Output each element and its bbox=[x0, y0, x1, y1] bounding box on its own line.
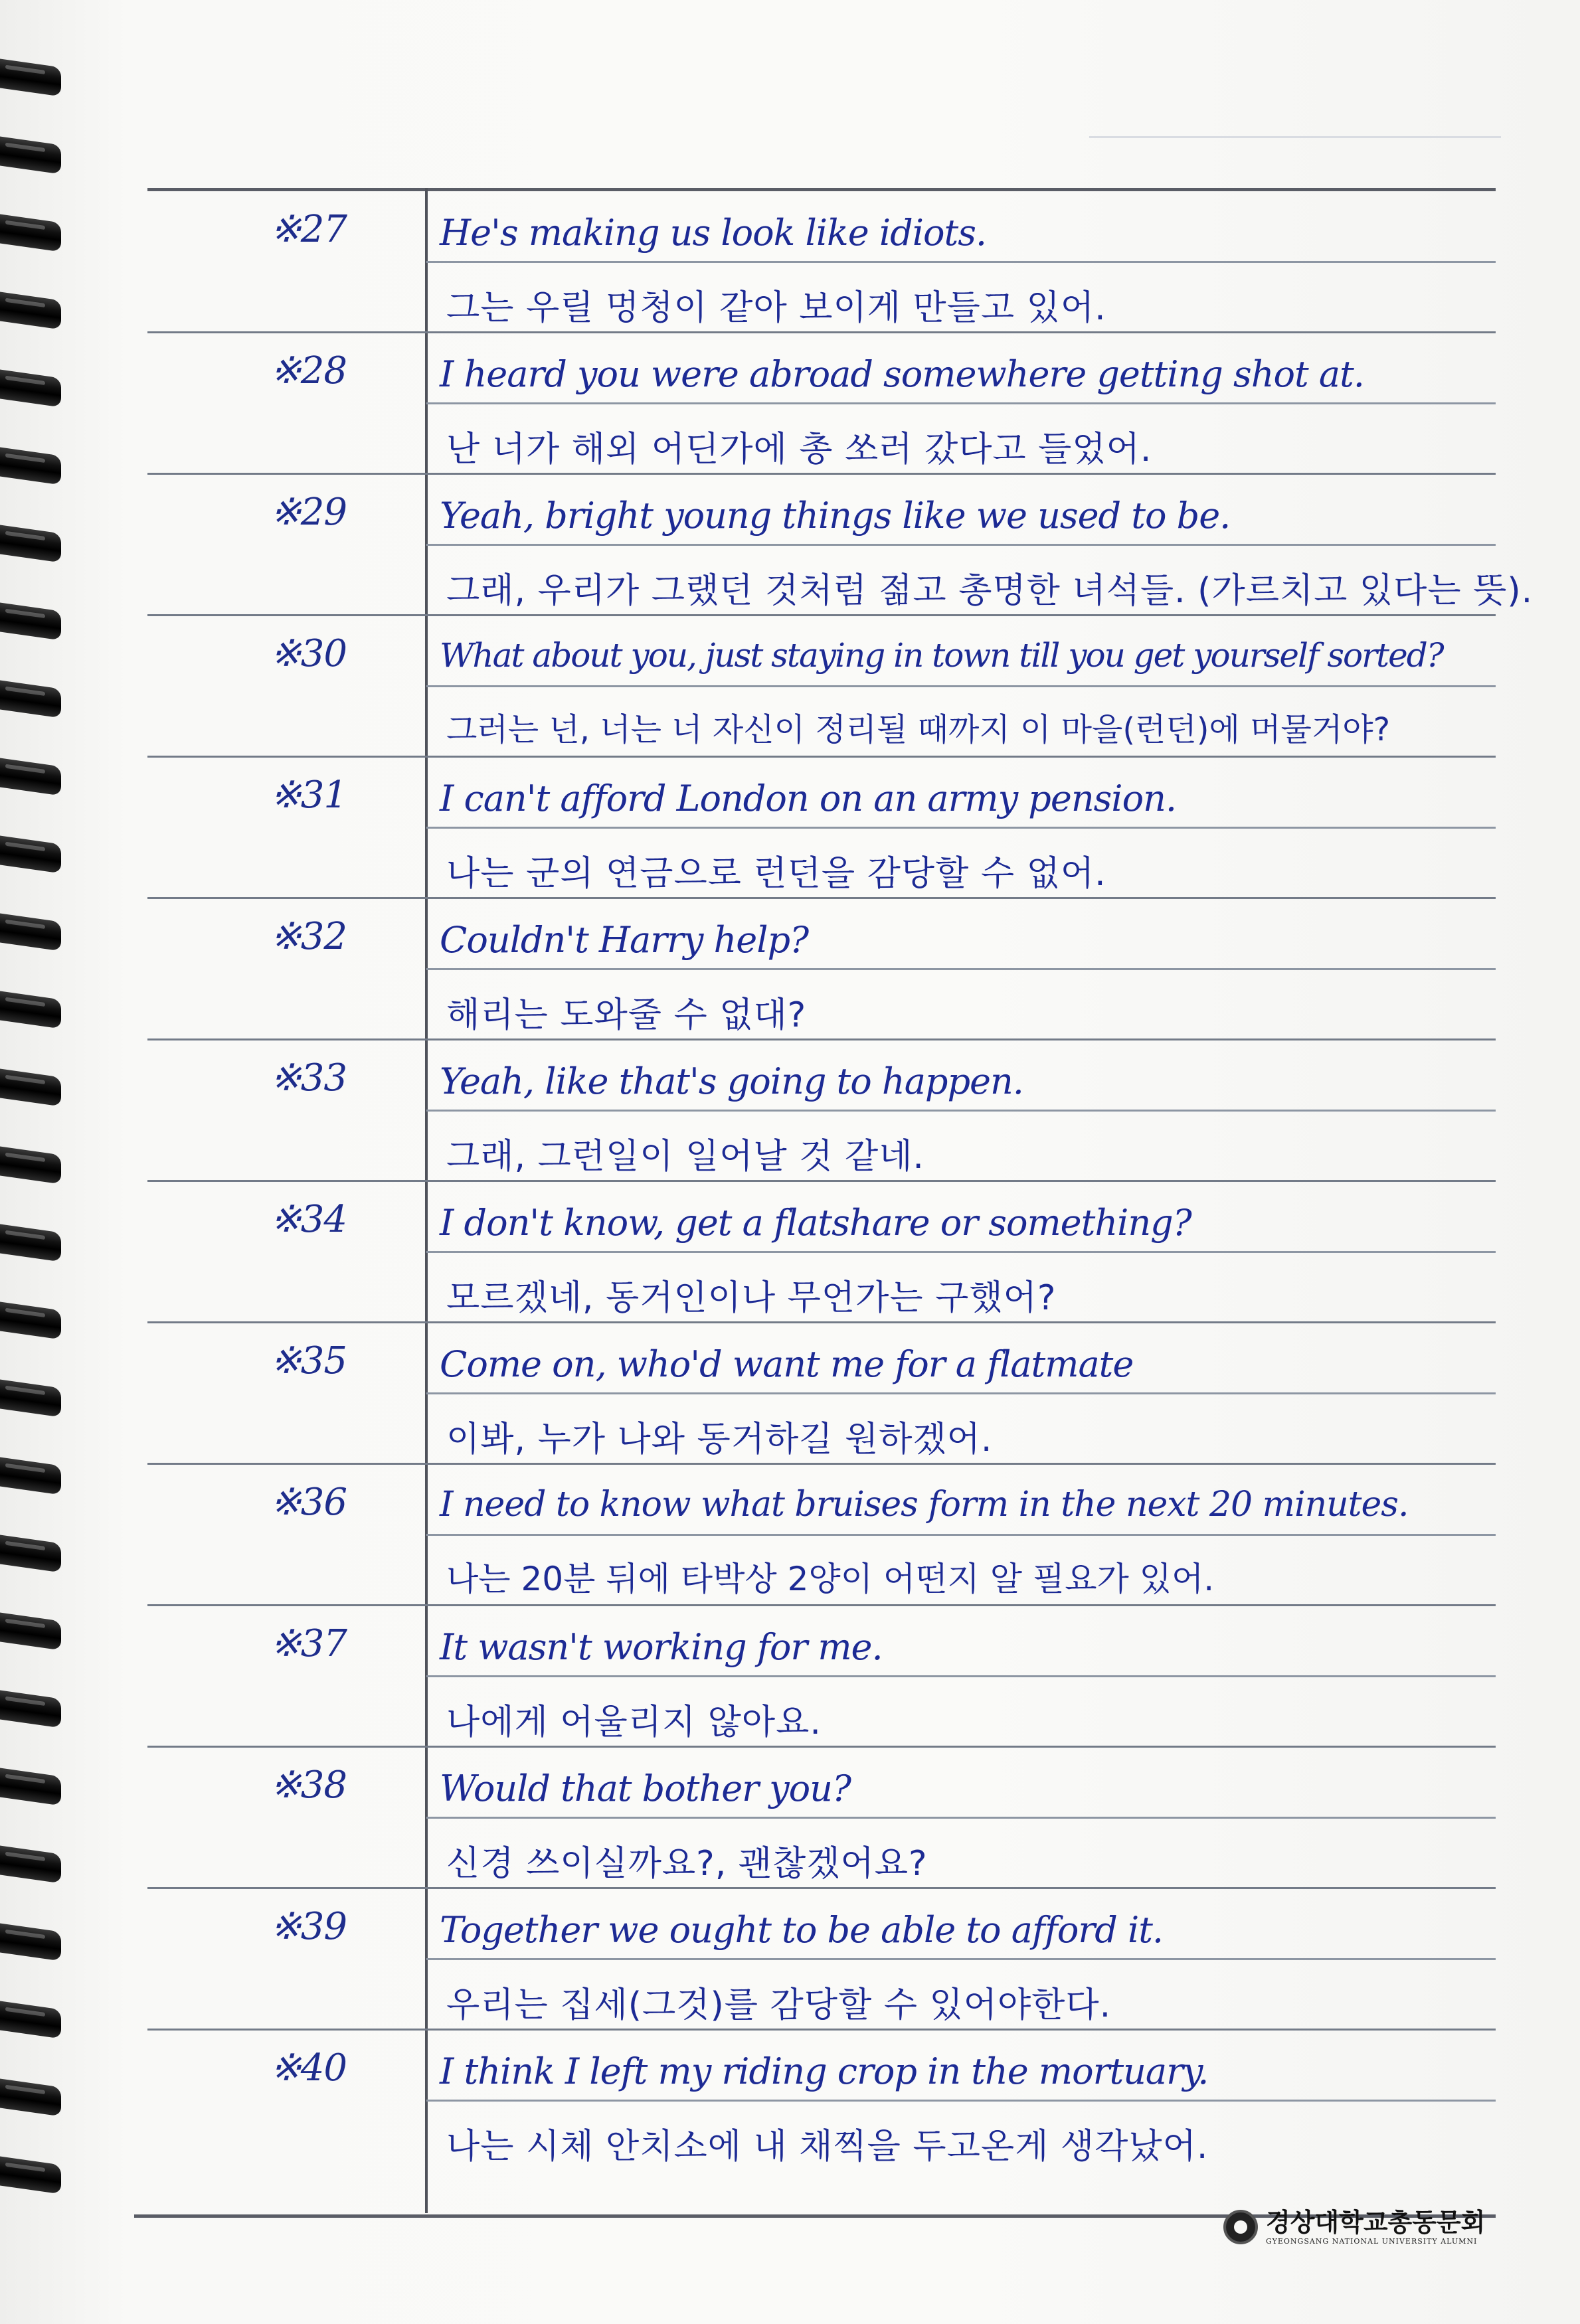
row-divider bbox=[426, 1392, 1496, 1394]
spiral-ring bbox=[0, 1302, 61, 1340]
row-divider bbox=[426, 261, 1496, 263]
row-divider bbox=[426, 1675, 1496, 1677]
alumni-logo bbox=[1223, 2208, 1485, 2246]
entry-number: ※34 bbox=[270, 1198, 347, 1241]
spiral-ring bbox=[0, 1457, 61, 1495]
korean-translation: 그러는 넌, 너는 너 자신이 정리될 때까지 이 마을(런던)에 머물거야? bbox=[446, 711, 1391, 748]
row-divider bbox=[426, 1251, 1496, 1253]
spiral-ring bbox=[0, 2157, 61, 2195]
spiral-ring bbox=[0, 525, 61, 563]
spiral-ring bbox=[0, 1535, 61, 1573]
row-divider bbox=[426, 1534, 1496, 1536]
spiral-ring bbox=[0, 1069, 61, 1107]
spiral-ring bbox=[0, 2079, 61, 2117]
entry-row bbox=[147, 1748, 1496, 1889]
header-rule bbox=[1089, 136, 1501, 138]
spiral-ring bbox=[0, 2001, 61, 2039]
entry-number: ※35 bbox=[270, 1339, 347, 1382]
spiral-binding bbox=[0, 63, 73, 2241]
spiral-ring bbox=[0, 991, 61, 1029]
spiral-ring bbox=[0, 1924, 61, 1961]
entry-row bbox=[147, 1465, 1496, 1606]
entry-number: ※27 bbox=[270, 208, 347, 251]
row-divider bbox=[426, 968, 1496, 970]
korean-translation: 신경 쓰이실까요?, 괜찮겠어요? bbox=[446, 1844, 928, 1884]
spiral-ring bbox=[0, 1147, 61, 1185]
entry-row bbox=[147, 333, 1496, 475]
row-divider bbox=[426, 685, 1496, 687]
logo-korean-name: 경상대학교총동문회 bbox=[1266, 2208, 1486, 2237]
korean-translation: 나는 20분 뒤에 타박상 2양이 어떤지 알 필요가 있어. bbox=[446, 1560, 1215, 1598]
korean-translation: 나에게 어울리지 않아요. bbox=[446, 1702, 822, 1742]
entry-number: ※40 bbox=[270, 2046, 347, 2090]
spiral-ring bbox=[0, 59, 61, 97]
korean-translation: 나는 군의 연금으로 런던을 감당할 수 없어. bbox=[446, 854, 1106, 894]
english-sentence: I need to know what bruises form in the next 20 minutes. bbox=[440, 1485, 1409, 1525]
entry-row bbox=[147, 899, 1496, 1040]
korean-translation: 해리는 도와줄 수 없대? bbox=[446, 995, 807, 1035]
entry-row bbox=[147, 1323, 1496, 1465]
spiral-ring bbox=[0, 758, 61, 796]
entry-row bbox=[147, 192, 1496, 333]
english-sentence: Come on, who'd want me for a flatmate bbox=[440, 1343, 1134, 1385]
spiral-ring bbox=[0, 603, 61, 641]
english-sentence: I think I left my riding crop in the mortuary. bbox=[440, 2050, 1209, 2092]
spiral-ring bbox=[0, 370, 61, 408]
spiral-ring bbox=[0, 448, 61, 485]
spiral-ring bbox=[0, 1691, 61, 1728]
korean-translation: 그래, 우리가 그랬던 것처럼 젊고 총명한 녀석들. (가르치고 있다는 뜻). bbox=[446, 571, 1534, 611]
row-divider bbox=[426, 1958, 1496, 1960]
spiral-ring bbox=[0, 914, 61, 952]
english-sentence: Together we ought to be able to afford it. bbox=[440, 1909, 1164, 1951]
english-sentence: I can't afford London on an army pension. bbox=[440, 778, 1177, 819]
entry-row bbox=[147, 1606, 1496, 1748]
english-sentence: I don't know, get a flatshare or something? bbox=[440, 1202, 1191, 1244]
english-sentence: Couldn't Harry help? bbox=[440, 919, 809, 961]
university-seal-icon bbox=[1223, 2210, 1258, 2244]
row-divider bbox=[426, 2100, 1496, 2102]
logo-english-name: GYEONGSANG NATIONAL UNIVERSITY ALUMNI bbox=[1266, 2237, 1478, 2246]
spiral-ring bbox=[0, 1380, 61, 1418]
entry-row bbox=[147, 475, 1534, 616]
spiral-ring bbox=[0, 214, 61, 252]
logo-text bbox=[1266, 2208, 1485, 2246]
english-sentence: He's making us look like idiots. bbox=[440, 212, 987, 254]
korean-translation: 그래, 그런일이 일어날 것 같네. bbox=[446, 1137, 924, 1177]
row-divider bbox=[426, 544, 1496, 546]
english-sentence: Yeah, bright young things like we used to be. bbox=[440, 495, 1231, 537]
korean-translation: 이봐, 누가 나와 동거하길 원하겠어. bbox=[446, 1420, 993, 1459]
spiral-ring bbox=[0, 292, 61, 330]
row-divider bbox=[426, 1110, 1496, 1112]
korean-translation: 나는 시체 안치소에 내 채찍을 두고온게 생각났어. bbox=[446, 2127, 1209, 2167]
spiral-ring bbox=[0, 1613, 61, 1651]
entry-row bbox=[147, 758, 1496, 899]
row-divider bbox=[426, 402, 1496, 404]
korean-translation: 난 너가 해외 어딘가에 총 쏘러 갔다고 들었어. bbox=[446, 430, 1152, 469]
entry-row bbox=[147, 1040, 1496, 1182]
korean-translation: 우리는 집세(그것)를 감당할 수 있어야한다. bbox=[446, 1985, 1112, 2025]
entry-number: ※33 bbox=[270, 1056, 347, 1100]
english-sentence: I heard you were abroad somewhere getting shot at. bbox=[440, 353, 1364, 395]
spiral-ring bbox=[0, 1224, 61, 1262]
spiral-ring bbox=[0, 681, 61, 718]
entry-number: ※28 bbox=[270, 349, 347, 392]
korean-translation: 모르겠네, 동거인이나 무언가는 구했어? bbox=[446, 1278, 1057, 1318]
english-sentence: What about you, just staying in town till you get yourself sorted? bbox=[440, 636, 1443, 675]
entry-row bbox=[147, 616, 1496, 758]
spiral-ring bbox=[0, 137, 61, 175]
korean-translation: 그는 우릴 멍청이 같아 보이게 만들고 있어. bbox=[446, 288, 1106, 328]
entry-row bbox=[147, 1182, 1496, 1323]
english-sentence: Would that bother you? bbox=[440, 1768, 851, 1809]
english-sentence: Yeah, like that's going to happen. bbox=[440, 1060, 1023, 1102]
table-top-rule bbox=[147, 188, 1496, 191]
row-divider bbox=[426, 1817, 1496, 1819]
spiral-ring bbox=[0, 836, 61, 874]
row-divider bbox=[426, 827, 1496, 829]
spiral-ring bbox=[0, 1768, 61, 1806]
entry-number: ※39 bbox=[270, 1905, 347, 1948]
entry-number: ※37 bbox=[270, 1622, 347, 1665]
entry-number: ※38 bbox=[270, 1764, 347, 1807]
entry-number: ※29 bbox=[270, 491, 347, 534]
entry-number: ※32 bbox=[270, 915, 347, 958]
english-sentence: It wasn't working for me. bbox=[440, 1626, 883, 1668]
entry-number: ※31 bbox=[270, 774, 347, 817]
entry-number: ※36 bbox=[270, 1481, 347, 1524]
entry-number: ※30 bbox=[270, 632, 347, 675]
entry-row bbox=[147, 2031, 1496, 2172]
entry-row bbox=[147, 1889, 1496, 2031]
spiral-ring bbox=[0, 1846, 61, 1884]
